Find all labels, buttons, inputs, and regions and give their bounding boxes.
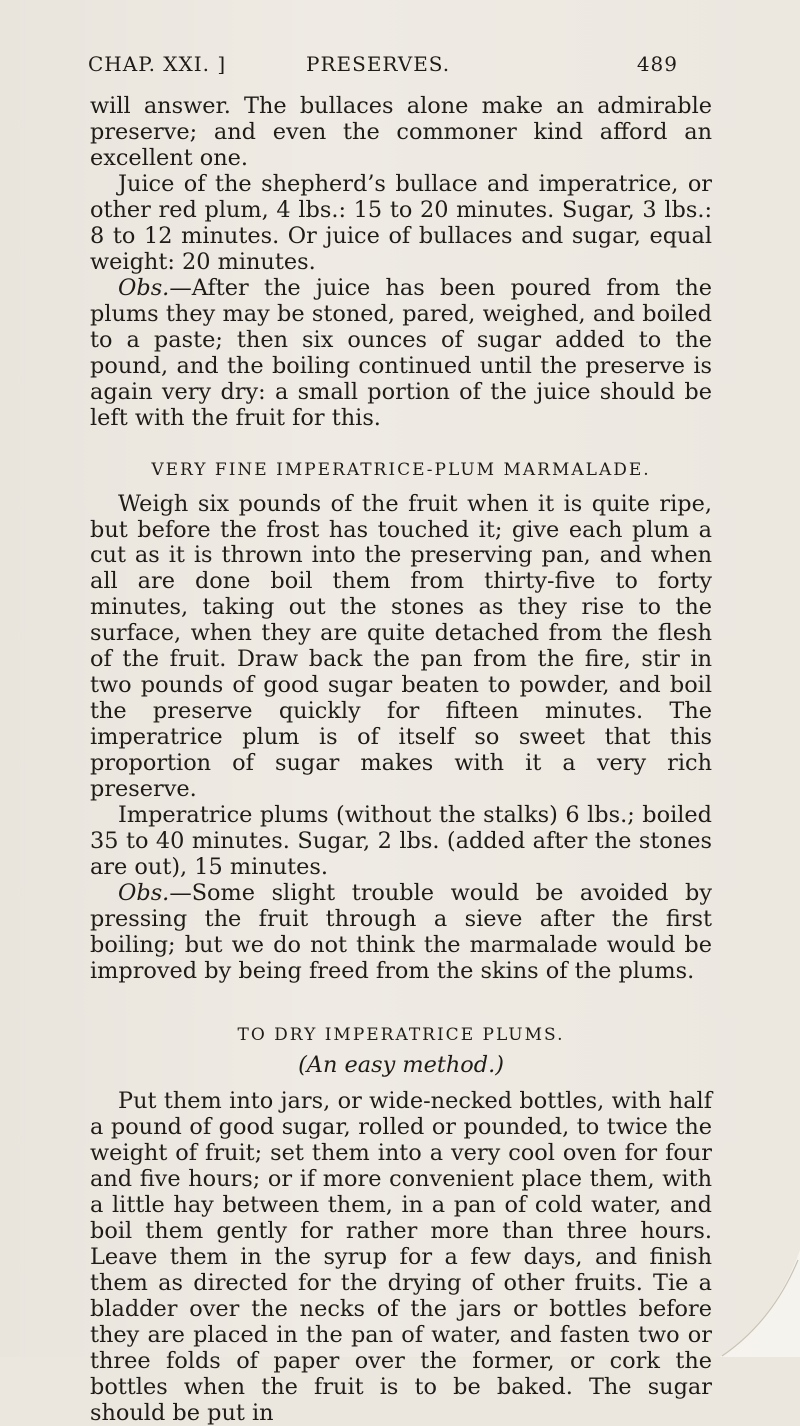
section-subtitle: (An easy method.) [298, 1051, 504, 1078]
paragraph-dry-plums-method: Put them into jars, or wide-necked bottles, with half a pound of good sugar, rolled or pounded, to twice the weight of fruit; set them into a very cool oven for four and five hours; or if more convenient place them, with a little hay between them, in a pan of cold water, and boil them gently for rather more than three hours. Leave them in the syrup for a few days, and finish them as directed for the drying of other fruits. Tie a bladder over the necks of the jars or bottles before they are placed in the pan of water, and fasten two or three folds of paper over the former, or cork the bottles when the fruit is to be baked. The sugar should be put in [90, 1087, 712, 1426]
page-body [90, 93, 712, 1426]
section-title-dry-plums: TO DRY IMPERATRICE PLUMS. [237, 1025, 565, 1046]
page-number: 489 [636, 52, 678, 76]
obs-text: —After the juice has been poured from the plums they may be stoned, pared, weighed, and boiled to a paste; then six ounces of sugar added to the pound, and the boiling continued until the preserve is again very dry: a small portion of the juice should be left with the fruit for this. [90, 274, 712, 431]
obs-label: Obs. [118, 880, 170, 907]
paragraph-observation-2 [90, 880, 712, 984]
obs-label: Obs. [118, 274, 170, 301]
page-header [88, 52, 678, 82]
obs-text: —Some slight trouble would be avoided by pressing the fruit through a sieve after the first boiling; but we do not think the marmalade would be improved by being freed from the skins of the plums. [90, 880, 712, 985]
chapter-label: CHAP. XXI. ] [88, 52, 227, 76]
paragraph-recipe-summary: Juice of the shepherd’s bullace and imperatrice, or other red plum, 4 lbs.: 15 to 20 minutes. Sugar, 3 lbs.: 8 to 12 minutes. Or juice of bullaces and sugar, equal weight: 20 minutes. [90, 170, 712, 275]
paragraph-marmalade-method: Weigh six pounds of the fruit when it is quite ripe, but before the frost has touched it; give each plum a cut as it is thrown into the preserving pan, and when all are done boil them from thirty-five to forty minutes, taking out the stones as they rise to the surface, when they are quite detached from the flesh of the fruit. Draw back the pan from the fire, stir in two pounds of good sugar beaten to powder, and boil the preserve quickly for fifteen minutes. The imperatrice plum is of itself so sweet that this proportion of sugar makes with it a very rich preserve. [90, 490, 712, 803]
paragraph-observation-1 [90, 275, 712, 431]
page-curl-decoration [680, 1250, 800, 1357]
section-title-marmalade: VERY FINE IMPERATRICE-PLUM MARMALADE. [151, 459, 651, 480]
paragraph-marmalade-summary: Imperatrice plums (without the stalks) 6 lbs.; boiled 35 to 40 minutes. Sugar, 2 lbs. (added after the stones are out), 15 minutes. [90, 802, 712, 881]
paragraph-continuation: will answer. The bullaces alone make an admirable preserve; and even the commoner kind afford an excellent one. [90, 93, 712, 171]
running-title: PRESERVES. [306, 52, 451, 76]
